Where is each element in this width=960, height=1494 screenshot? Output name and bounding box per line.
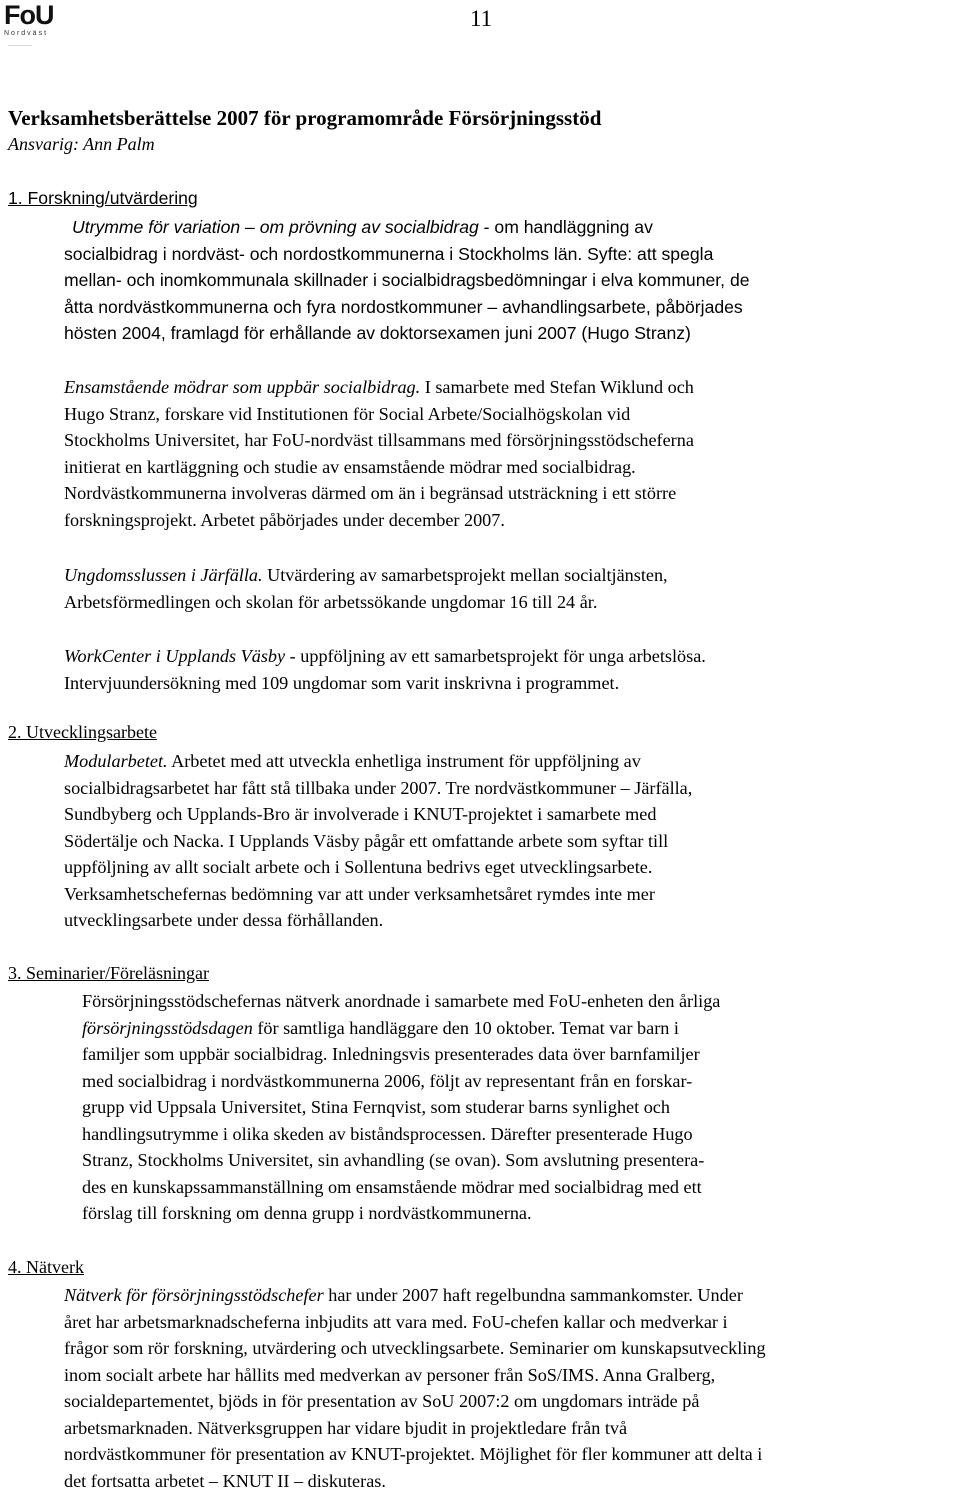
text-line: det fortsatta arbetet – KNUT II – diskuteras.	[64, 1468, 766, 1494]
text-line: uppföljning av allt socialt arbete och i Sollentuna bedrivs eget utvecklingsarbete.	[64, 854, 692, 881]
text-line: Södertälje och Nacka. I Upplands Väsby pågår ett omfattande arbete som syftar till	[64, 828, 692, 855]
text-line: socialbidrag i nordväst- och nordostkommunerna i Stockholms län. Syfte: att spegla	[64, 241, 750, 268]
logo-subtitle: Nordväst	[4, 30, 58, 37]
text-line: Arbetsförmedlingen och skolan för arbetssökande ungdomar 16 till 24 år.	[64, 589, 668, 616]
research-paragraph-1	[64, 214, 750, 347]
document-title: Verksamhetsberättelse 2007 för programområde Försörjningsstöd	[8, 106, 601, 131]
section-heading-development: 2. Utvecklingsarbete	[8, 722, 157, 743]
text-line: familjer som uppbär socialbidrag. Inledningsvis presenterades data över barnfamiljer	[82, 1041, 720, 1068]
text-line: åtta nordvästkommunerna och fyra nordostkommuner – avhandlingsarbete, påbörjades	[64, 294, 750, 321]
text-line: Stranz, Stockholms Universitet, sin avhandling (se ovan). Som avslutning presentera-	[82, 1147, 720, 1174]
text-line: Ensamstående mödrar som uppbär socialbidrag. I samarbete med Stefan Wiklund och	[64, 374, 694, 401]
text-line: WorkCenter i Upplands Väsby - uppföljning av ett samarbetsprojekt för unga arbetslösa.	[64, 643, 706, 670]
responsible-person: Ansvarig: Ann Palm	[8, 134, 155, 155]
logo-tagline: ——————	[8, 42, 58, 47]
text-line: frågor som rör forskning, utvärdering och utvecklingsarbete. Seminarier om kunskapsutveckling	[64, 1335, 766, 1362]
text-line: socialbidragsarbetet har fått stå tillbaka under 2007. Tre nordvästkommuner – Järfälla,	[64, 775, 692, 802]
research-paragraph-3	[64, 562, 668, 615]
research-paragraph-2	[64, 374, 694, 533]
text-line: Sundbyberg och Upplands-Bro är involverade i KNUT-projektet i samarbete med	[64, 801, 692, 828]
text-line: året har arbetsmarknadscheferna inbjudits att vara med. FoU-chefen kallar och medverkar i	[64, 1309, 766, 1336]
text-line: mellan- och inomkommunala skillnader i socialbidragsbedömningar i elva kommuner, de	[64, 267, 750, 294]
text-line: Utrymme för variation – om prövning av socialbidrag - om handläggning av	[64, 214, 750, 241]
text-line: med socialbidrag i nordvästkommunerna 2006, följt av representant från en forskar-	[82, 1068, 720, 1095]
text-line: Stockholms Universitet, har FoU-nordväst tillsammans med försörjningsstödscheferna	[64, 427, 694, 454]
text-line: förslag till forskning om denna grupp i nordvästkommunerna.	[82, 1200, 720, 1227]
fou-logo	[4, 2, 58, 62]
text-line: arbetsmarknaden. Nätverksgruppen har vidare bjudit in projektledare från två	[64, 1415, 766, 1442]
text-line: Modularbetet. Arbetet med att utveckla enhetliga instrument för uppföljning av	[64, 748, 692, 775]
text-line: Ungdomsslussen i Järfälla. Utvärdering av samarbetsprojekt mellan socialtjänsten,	[64, 562, 668, 589]
text-line: försörjningsstödsdagen för samtliga handläggare den 10 oktober. Temat var barn i	[82, 1015, 720, 1042]
text-line: Intervjuundersökning med 109 ungdomar som varit inskrivna i programmet.	[64, 670, 706, 697]
text-line: Verksamhetschefernas bedömning var att under verksamhetsåret rymdes inte mer	[64, 881, 692, 908]
research-paragraph-4	[64, 643, 706, 696]
text-line: utvecklingsarbete under dessa förhållanden.	[64, 907, 692, 934]
section-heading-seminars: 3. Seminarier/Föreläsningar	[8, 963, 209, 984]
text-line: handlingsutrymme i olika skeden av biståndsprocessen. Därefter presenterade Hugo	[82, 1121, 720, 1148]
page-number: 11	[470, 6, 492, 32]
text-line: grupp vid Uppsala Universitet, Stina Fernqvist, som studerar barns synlighet och	[82, 1094, 720, 1121]
text-line: forskningsprojekt. Arbetet påbörjades under december 2007.	[64, 507, 694, 534]
logo-text: FoU	[4, 2, 58, 29]
seminars-paragraph	[82, 988, 720, 1227]
development-paragraph	[64, 748, 692, 934]
text-line: Nordvästkommunerna involveras därmed om än i begränsad utsträckning i ett större	[64, 480, 694, 507]
network-paragraph	[64, 1282, 766, 1494]
text-line: nordvästkommuner för presentation av KNUT-projektet. Möjlighet för fler kommuner att delta i	[64, 1441, 766, 1468]
text-line: hösten 2004, framlagd för erhållande av doktorsexamen juni 2007 (Hugo Stranz)	[64, 320, 750, 347]
section-heading-research: 1. Forskning/utvärdering	[8, 188, 198, 209]
text-line: Nätverk för försörjningsstödschefer har under 2007 haft regelbundna sammankomster. Under	[64, 1282, 766, 1309]
text-line: inom socialt arbete har hållits med medverkan av personer från SoS/IMS. Anna Gralberg,	[64, 1362, 766, 1389]
text-line: Försörjningsstödschefernas nätverk anordnade i samarbete med FoU-enheten den årliga	[82, 988, 720, 1015]
text-line: initierat en kartläggning och studie av ensamstående mödrar med socialbidrag.	[64, 454, 694, 481]
text-line: des en kunskapssammanställning om ensamstående mödrar med socialbidrag med ett	[82, 1174, 720, 1201]
text-line: Hugo Stranz, forskare vid Institutionen för Social Arbete/Socialhögskolan vid	[64, 401, 694, 428]
text-line: socialdepartementet, bjöds in för presentation av SoU 2007:2 om ungdomars inträde på	[64, 1388, 766, 1415]
section-heading-network: 4. Nätverk	[8, 1257, 84, 1278]
